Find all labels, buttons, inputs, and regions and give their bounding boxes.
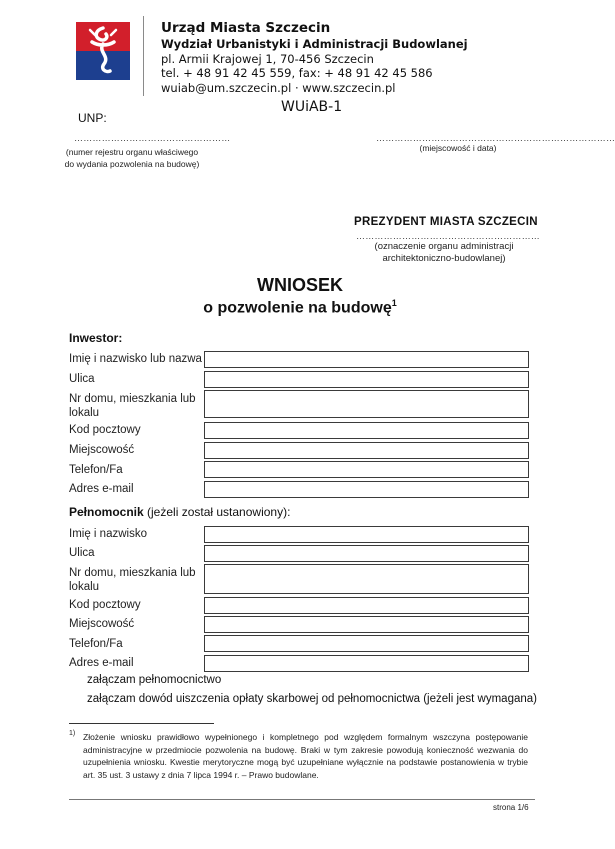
form-title: WNIOSEK <box>256 275 343 295</box>
organization-header <box>161 20 468 95</box>
proxy-email-input[interactable] <box>204 655 529 672</box>
footnote-mark: 1) <box>69 730 76 737</box>
proxy-house-input[interactable] <box>204 564 529 594</box>
investor-heading: Inwestor: <box>69 331 123 345</box>
place-date-caption: (miejscowość i data) <box>419 143 497 153</box>
investor-phone-label: Telefon/Fa <box>69 464 123 476</box>
investor-name-label: Imię i nazwisko lub nazwa <box>69 353 202 365</box>
org-contact: wuiab@um.szczecin.pl · www.szczecin.pl <box>161 80 396 95</box>
authority-dots: …………………………………………………… <box>356 231 540 241</box>
investor-city-input[interactable] <box>204 442 529 459</box>
form-code: WUiAB-1 <box>281 99 343 115</box>
investor-house-input[interactable] <box>204 390 529 418</box>
proxy-house-label: Nr domu, mieszkania lub lokalu <box>69 567 196 593</box>
investor-city-label: Miejscowość <box>69 444 135 456</box>
investor-house-label: Nr domu, mieszkania lub lokalu <box>69 393 196 419</box>
registry-number-field[interactable]: …………………………………………… <box>74 133 231 143</box>
footnote <box>69 731 528 781</box>
proxy-name-input[interactable] <box>204 526 529 543</box>
attachment-fee-proof[interactable]: załączam dowód uiszczenia opłaty skarbowej od pełnomocnictwa (jeżeli jest wymagana) <box>87 693 537 705</box>
investor-street-input[interactable] <box>204 371 529 388</box>
proxy-postcode-label: Kod pocztowy <box>69 599 141 611</box>
footnote-divider <box>69 723 214 724</box>
org-phone: tel. + 48 91 42 45 559, fax: + 48 91 42 45 586 <box>161 66 433 80</box>
investor-email-label: Adres e-mail <box>69 483 134 495</box>
footer-divider <box>69 799 535 800</box>
footnote-text: Złożenie wniosku prawidłowo wypełnionego i kompletnego pod względem formalnym wszczyna postępowanie administracyjne w przedmiocie pozwolenia na budowę. Braki w tym zakresie powodują konieczność wezwania do uzupełnienia wniosku. Kwestie merytoryczne mogą być uzupełniane wyłącznie na podstawie postanowienia w trybie art. 35 ust. 3 ustawy z dnia 7 lipca 1994 r. – Prawo budowlane. <box>83 732 528 780</box>
attachment-power-of-attorney[interactable]: załączam pełnomocnictwo <box>87 674 222 686</box>
registry-caption: (numer rejestru organu właściwego do wydania pozwolenia na budowę) <box>64 147 200 169</box>
unp-label: UNP: <box>78 111 107 125</box>
investor-name-input[interactable] <box>204 351 529 368</box>
place-date-field[interactable]: …………………………………………………………………… <box>376 133 615 143</box>
proxy-phone-label: Telefon/Fa <box>69 638 123 650</box>
proxy-postcode-input[interactable] <box>204 597 529 614</box>
investor-phone-input[interactable] <box>204 461 529 478</box>
investor-email-input[interactable] <box>204 481 529 498</box>
department-name: Wydział Urbanistyki i Administracji Budowlanej <box>161 37 468 51</box>
form-subtitle: o pozwolenie na budowę$^1$ <box>203 298 397 317</box>
proxy-phone-input[interactable] <box>204 635 529 652</box>
authority-caption: (oznaczenie organu administracji architektoniczno-budowlanej) <box>374 241 514 264</box>
org-name: Urząd Miasta Szczecin <box>161 20 331 36</box>
proxy-city-input[interactable] <box>204 616 529 633</box>
investor-postcode-input[interactable] <box>204 422 529 439</box>
authority-name: PREZYDENT MIASTA SZCZECIN <box>354 216 538 228</box>
proxy-email-label: Adres e-mail <box>69 657 134 669</box>
footnote-ref: 1 <box>391 298 397 308</box>
proxy-street-input[interactable] <box>204 545 529 562</box>
proxy-city-label: Miejscowość <box>69 618 135 630</box>
header-divider <box>143 16 144 96</box>
proxy-name-label: Imię i nazwisko <box>69 528 147 540</box>
szczecin-city-logo <box>76 22 130 80</box>
investor-postcode-label: Kod pocztowy <box>69 424 141 436</box>
page-number: strona 1/6 <box>493 803 529 812</box>
org-address: pl. Armii Krajowej 1, 70-456 Szczecin <box>161 51 374 66</box>
proxy-heading: Pełnomocnik (jeżeli został ustanowiony): <box>69 505 291 519</box>
investor-street-label: Ulica <box>69 373 95 385</box>
proxy-street-label: Ulica <box>69 547 95 559</box>
